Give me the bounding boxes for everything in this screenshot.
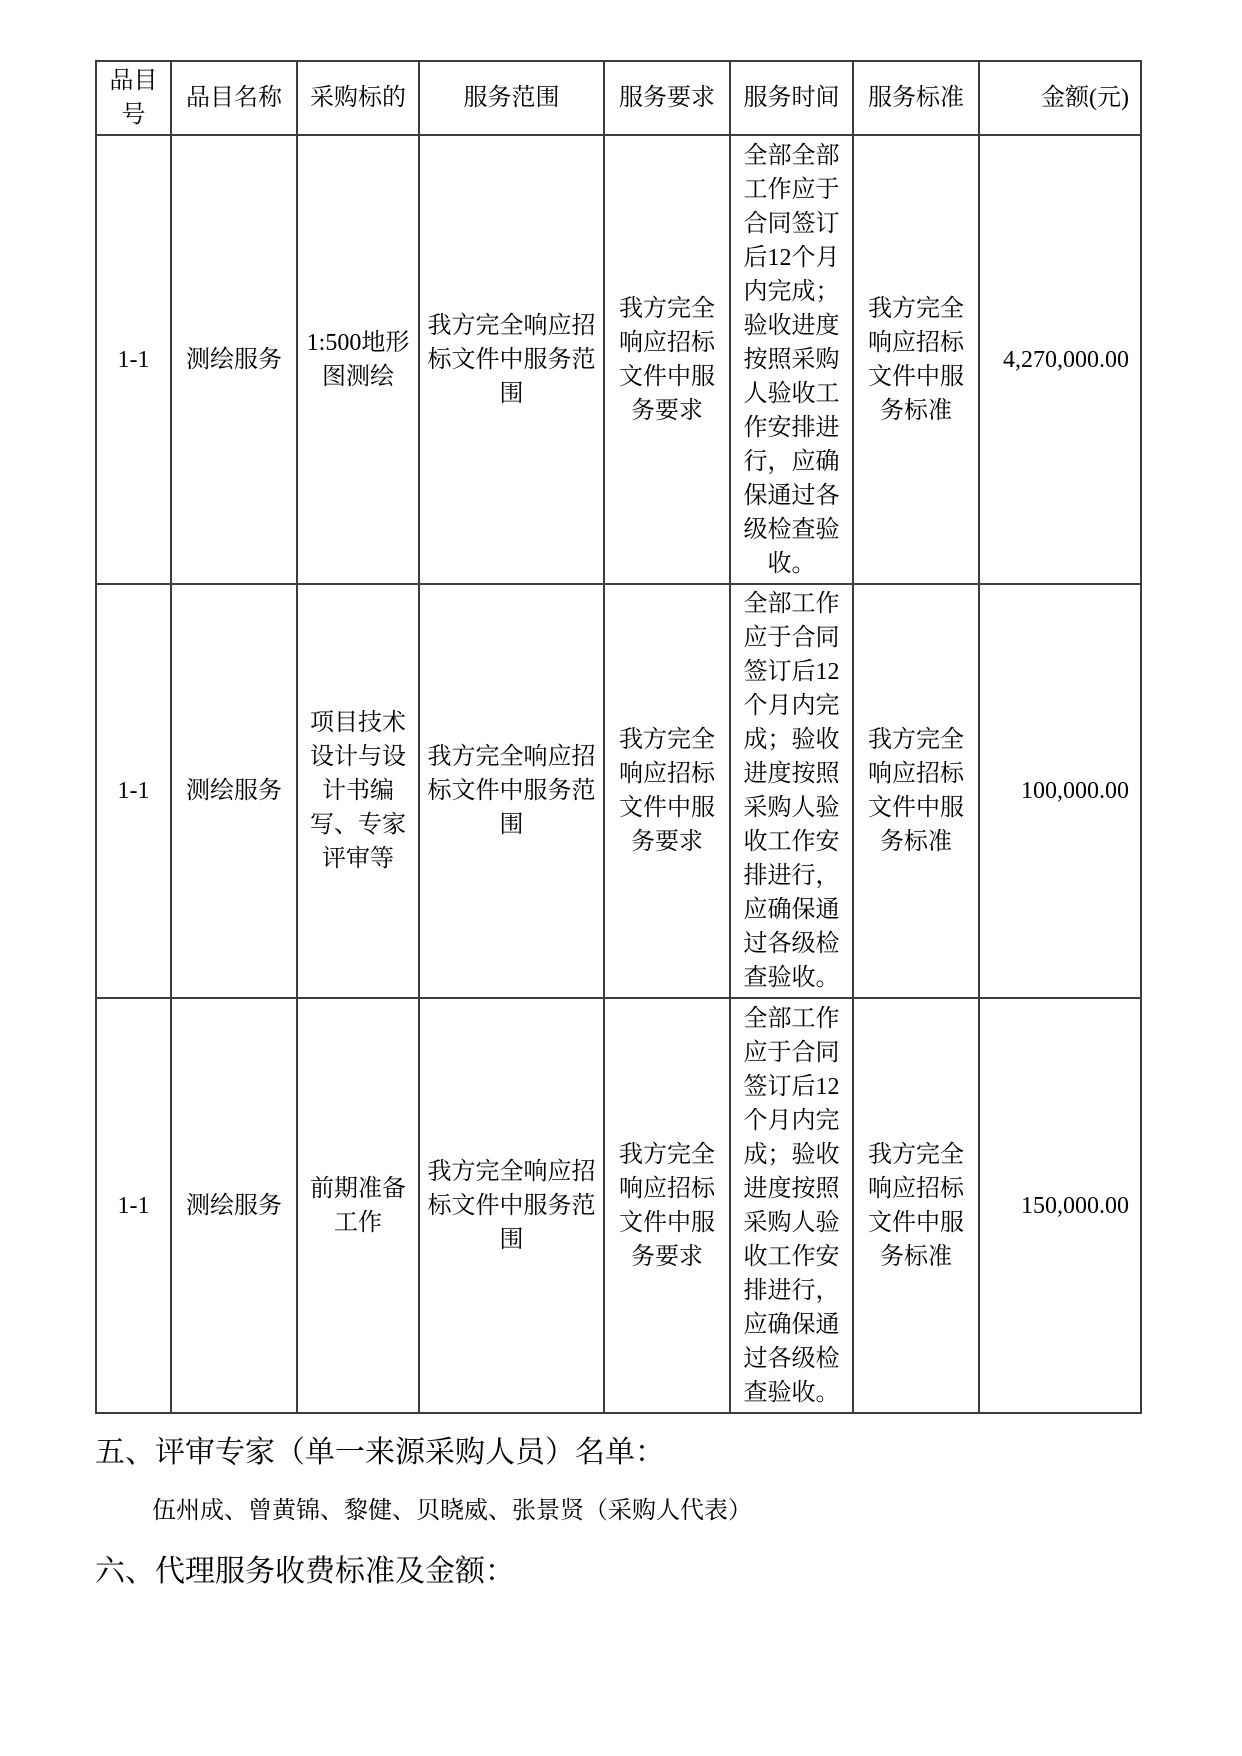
- cell-service-scope: 我方完全响应招标文件中服务范围: [419, 135, 604, 584]
- header-service-scope: 服务范围: [419, 61, 604, 135]
- cell-item-name: 测绘服务: [171, 135, 297, 584]
- cell-amount: 4,270,000.00: [979, 135, 1141, 584]
- cell-service-standard: 我方完全响应招标文件中服务标准: [853, 998, 979, 1413]
- section-six-heading: 六、代理服务收费标准及金额：: [95, 1555, 515, 1588]
- cell-procurement-target: 前期准备工作: [297, 998, 419, 1413]
- cell-service-standard: 我方完全响应招标文件中服务标准: [853, 135, 979, 584]
- header-service-standard: 服务标准: [853, 61, 979, 135]
- cell-amount: 100,000.00: [979, 584, 1141, 998]
- cell-item-name: 测绘服务: [171, 998, 297, 1413]
- cell-service-scope: 我方完全响应招标文件中服务范围: [419, 998, 604, 1413]
- cell-item-no: 1-1: [96, 584, 171, 998]
- header-service-time: 服务时间: [730, 61, 853, 135]
- procurement-items-table: [95, 60, 1142, 1414]
- experts-names-line: 伍州成、曾黄锦、黎健、贝晓威、张景贤（采购人代表）: [152, 1498, 752, 1524]
- cell-item-no: 1-1: [96, 135, 171, 584]
- cell-service-time: 全部工作应于合同签订后12个月内完成；验收进度按照采购人验收工作安排进行，应确保通过各级检查验收。: [730, 998, 853, 1413]
- cell-service-time: 全部工作应于合同签订后12个月内完成；验收进度按照采购人验收工作安排进行，应确保通过各级检查验收。: [730, 584, 853, 998]
- table-row: [96, 998, 1141, 1413]
- cell-service-time: 全部全部工作应于合同签订后12个月内完成；验收进度按照采购人验收工作安排进行，应确保通过各级检查验收。: [730, 135, 853, 584]
- header-procurement-target: 采购标的: [297, 61, 419, 135]
- cell-service-scope: 我方完全响应招标文件中服务范围: [419, 584, 604, 998]
- table-row: [96, 584, 1141, 998]
- cell-service-requirements: 我方完全响应招标文件中服务要求: [604, 584, 730, 998]
- cell-item-no: 1-1: [96, 998, 171, 1413]
- cell-procurement-target: 项目技术设计与设计书编写、专家评审等: [297, 584, 419, 998]
- cell-item-name: 测绘服务: [171, 584, 297, 998]
- cell-service-standard: 我方完全响应招标文件中服务标准: [853, 584, 979, 998]
- header-service-requirements: 服务要求: [604, 61, 730, 135]
- cell-service-requirements: 我方完全响应招标文件中服务要求: [604, 998, 730, 1413]
- header-item-no: 品目号: [96, 61, 171, 135]
- header-amount: 金额(元): [979, 61, 1141, 135]
- table-header-row: [96, 61, 1141, 135]
- cell-amount: 150,000.00: [979, 998, 1141, 1413]
- section-five-heading: 五、评审专家（单一来源采购人员）名单：: [95, 1436, 665, 1469]
- cell-service-requirements: 我方完全响应招标文件中服务要求: [604, 135, 730, 584]
- cell-procurement-target: 1:500地形图测绘: [297, 135, 419, 584]
- table-row: [96, 135, 1141, 584]
- header-item-name: 品目名称: [171, 61, 297, 135]
